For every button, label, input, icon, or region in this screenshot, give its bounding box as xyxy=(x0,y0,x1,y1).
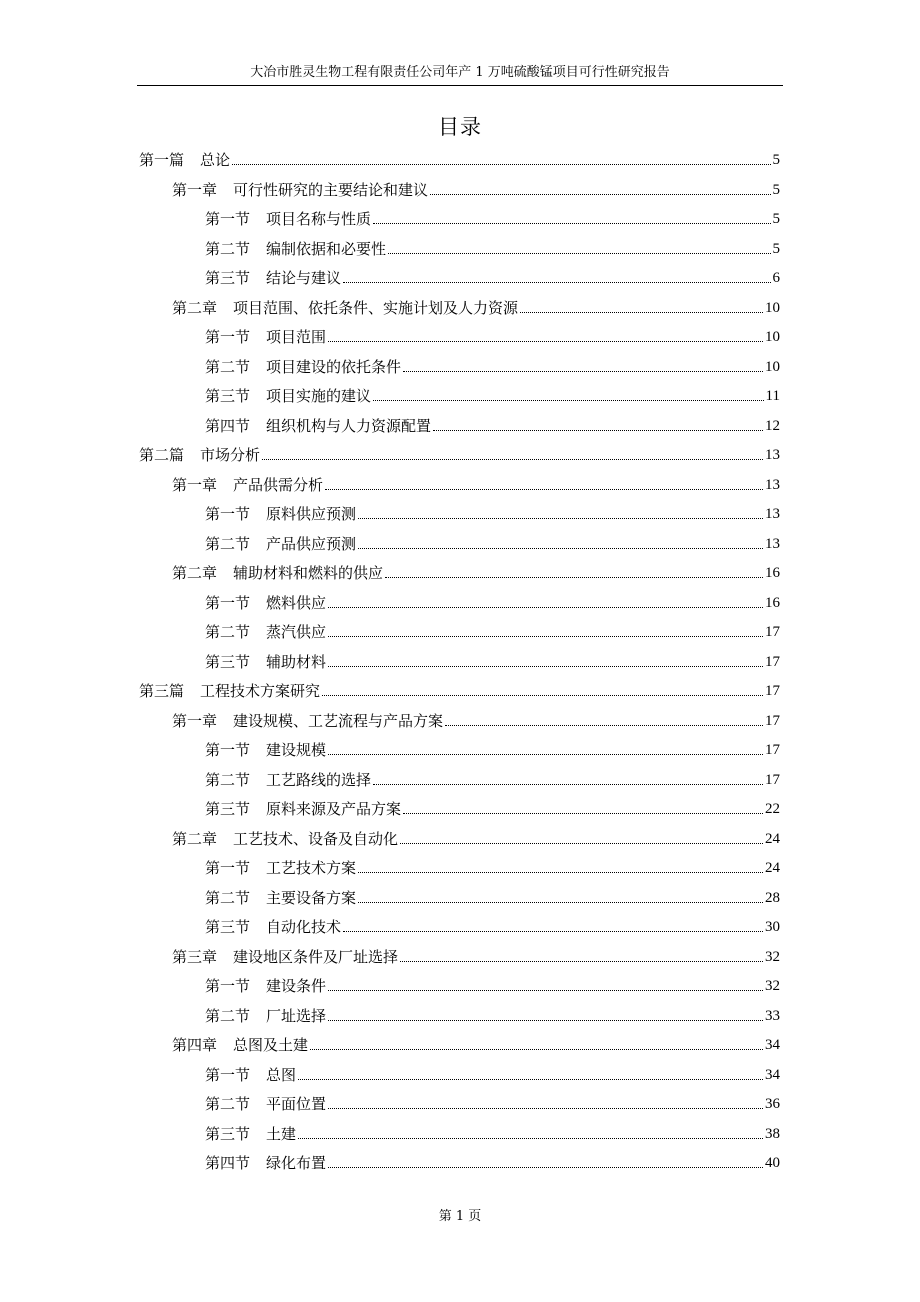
toc-dot-leader xyxy=(385,577,763,578)
toc-entry-text: 建设规模 xyxy=(266,741,327,759)
toc-dot-leader xyxy=(298,1138,763,1139)
toc-entry[interactable] xyxy=(205,997,780,1026)
toc-dot-leader xyxy=(403,371,763,372)
toc-entry[interactable] xyxy=(205,1056,780,1085)
toc-dot-leader xyxy=(310,1049,763,1050)
toc-dot-leader xyxy=(445,725,763,726)
toc-entry-page: 32 xyxy=(765,948,780,965)
toc-entry-text: 建设条件 xyxy=(266,977,327,995)
toc-entry[interactable] xyxy=(205,348,780,377)
toc-entry-number: 第一节 xyxy=(205,593,251,612)
toc-entry-label xyxy=(205,534,356,554)
toc-entry-label xyxy=(205,888,356,908)
toc-dot-leader xyxy=(328,607,763,608)
toc-entry-page: 30 xyxy=(765,919,780,935)
toc-entry-label xyxy=(139,150,230,170)
toc-entry-label xyxy=(172,475,323,495)
toc-entry-label xyxy=(205,416,431,436)
toc-entry-text: 建设规模、工艺流程与产品方案 xyxy=(233,711,444,730)
page-footer-number: 第 1 页 xyxy=(438,1209,482,1224)
toc-entry-page: 17 xyxy=(765,771,780,788)
toc-entry-label xyxy=(205,917,341,937)
toc-entry-number: 第一节 xyxy=(205,977,251,995)
toc-entry-text: 总图 xyxy=(266,1065,297,1084)
toc-entry[interactable] xyxy=(205,584,780,613)
toc-entry[interactable] xyxy=(172,702,780,731)
toc-entry-page: 11 xyxy=(765,388,780,404)
toc-entry-number: 第四节 xyxy=(205,1154,251,1172)
toc-dot-leader xyxy=(520,312,763,313)
toc-entry[interactable] xyxy=(205,731,780,760)
toc-entry-label xyxy=(205,386,371,406)
toc-entry-label xyxy=(205,799,401,819)
toc-entry[interactable] xyxy=(205,643,780,672)
toc-entry-number: 第一章 xyxy=(172,711,218,730)
toc-entry-number: 第二节 xyxy=(205,623,251,641)
toc-entry-number: 第三节 xyxy=(205,387,251,405)
toc-entry[interactable] xyxy=(205,1115,780,1144)
toc-entry-label xyxy=(205,770,371,790)
toc-entry-text: 组织机构与人力资源配置 xyxy=(266,416,432,435)
toc-entry-number: 第二节 xyxy=(205,1006,251,1025)
toc-entry-page: 16 xyxy=(765,565,780,581)
toc-dot-leader xyxy=(373,400,764,401)
toc-entry-page: 40 xyxy=(765,1155,780,1171)
toc-entry-text: 原料供应预测 xyxy=(266,505,357,523)
toc-entry-number: 第三章 xyxy=(172,947,218,966)
toc-entry-page: 10 xyxy=(765,299,780,316)
toc-entry-page: 33 xyxy=(765,1007,780,1024)
toc-entry-number: 第一节 xyxy=(205,328,251,346)
toc-entry[interactable] xyxy=(172,466,780,495)
toc-entry[interactable] xyxy=(172,938,780,967)
toc-entry[interactable] xyxy=(172,289,780,318)
toc-entry-page: 32 xyxy=(765,978,780,994)
toc-entry-number: 第二节 xyxy=(205,888,251,907)
toc-entry-number: 第一节 xyxy=(205,741,251,759)
toc-entry-text: 项目名称与性质 xyxy=(266,210,372,228)
toc-entry-page: 13 xyxy=(765,535,780,552)
toc-dot-leader xyxy=(328,341,763,342)
toc-entry-number: 第四章 xyxy=(172,1036,218,1054)
toc-entry-label xyxy=(172,180,428,200)
toc-entry-text: 蒸汽供应 xyxy=(266,623,327,641)
toc-entry-page: 13 xyxy=(765,506,780,522)
toc-entry-label xyxy=(205,858,356,878)
toc-entry-text: 工艺路线的选择 xyxy=(266,770,372,789)
toc-entry-label xyxy=(205,740,326,760)
toc-entry-text: 原料来源及产品方案 xyxy=(266,800,402,818)
toc-entry[interactable] xyxy=(139,436,780,465)
toc-entry-number: 第二章 xyxy=(172,829,218,848)
toc-entry-text: 产品供需分析 xyxy=(233,475,324,494)
toc-entry[interactable] xyxy=(172,1026,780,1055)
toc-dot-leader xyxy=(328,1167,763,1168)
toc-entry-label xyxy=(172,563,383,583)
toc-entry-number: 第一章 xyxy=(172,180,218,199)
toc-dot-leader xyxy=(262,459,763,460)
toc-entry-label xyxy=(172,947,398,967)
toc-entry-text: 项目实施的建议 xyxy=(266,387,372,405)
toc-entry-page: 28 xyxy=(765,889,780,906)
toc-entry-number: 第一节 xyxy=(205,210,251,228)
toc-entry-text: 主要设备方案 xyxy=(266,888,357,907)
toc-entry-label xyxy=(205,357,401,377)
toc-entry-number: 第二章 xyxy=(172,564,218,582)
toc-entry-number: 第一章 xyxy=(172,475,218,494)
toc-entry-text: 编制依据和必要性 xyxy=(266,239,387,258)
toc-entry-label xyxy=(172,1035,308,1055)
toc-entry-text: 工程技术方案研究 xyxy=(200,682,321,700)
toc-entry-number: 第二节 xyxy=(205,239,251,258)
toc-entry-number: 第一节 xyxy=(205,1065,251,1084)
toc-entry-page: 36 xyxy=(765,1096,780,1112)
toc-entry-label xyxy=(172,711,443,731)
toc-entry-label xyxy=(205,327,326,347)
toc-entry-label xyxy=(205,1153,326,1173)
toc-entry-label xyxy=(205,268,341,288)
header-divider xyxy=(137,85,783,86)
toc-dot-leader xyxy=(400,961,763,962)
toc-dot-leader xyxy=(358,872,763,873)
toc-entry-text: 工艺技术方案 xyxy=(266,859,357,877)
toc-entry-label xyxy=(205,593,326,613)
toc-dot-leader xyxy=(328,754,763,755)
toc-dot-leader xyxy=(343,931,763,932)
toc-dot-leader xyxy=(430,194,770,195)
toc-entry-page: 24 xyxy=(765,860,780,876)
toc-entry[interactable] xyxy=(205,495,780,524)
toc-dot-leader xyxy=(343,282,770,283)
page-header-title: 大冶市胜灵生物工程有限责任公司年产 1 万吨硫酸锰项目可行性研究报告 xyxy=(250,65,670,80)
toc-entry[interactable] xyxy=(139,141,780,170)
toc-entry[interactable] xyxy=(205,407,780,436)
toc-entry-number: 第二节 xyxy=(205,1095,251,1113)
toc-entry-page: 17 xyxy=(765,683,780,699)
toc-entry[interactable] xyxy=(205,613,780,642)
toc-entry[interactable] xyxy=(172,171,780,200)
toc-dot-leader xyxy=(328,990,763,991)
toc-dot-leader xyxy=(373,223,770,224)
toc-entry-label xyxy=(205,622,326,642)
toc-entry[interactable] xyxy=(205,1085,780,1114)
toc-entry-text: 工艺技术、设备及自动化 xyxy=(233,829,399,848)
toc-entry-text: 厂址选择 xyxy=(266,1006,327,1025)
toc-entry-number: 第三节 xyxy=(205,1124,251,1143)
toc-entry[interactable] xyxy=(205,967,780,996)
toc-entry-number: 第二篇 xyxy=(139,446,185,464)
toc-entry[interactable] xyxy=(172,820,780,849)
toc-entry-label xyxy=(205,239,386,259)
toc-dot-leader xyxy=(328,666,763,667)
toc-dot-leader xyxy=(400,843,763,844)
toc-entry[interactable] xyxy=(205,849,780,878)
toc-entry[interactable] xyxy=(205,230,780,259)
toc-entry-page: 5 xyxy=(772,240,780,257)
toc-entry-text: 总论 xyxy=(200,151,231,169)
toc-entry-text: 燃料供应 xyxy=(266,593,327,612)
toc-entry-number: 第一篇 xyxy=(139,151,185,169)
toc-entry-text: 总图及土建 xyxy=(233,1036,309,1054)
toc-entry-page: 34 xyxy=(765,1037,780,1053)
toc-entry-label xyxy=(205,209,371,229)
toc-entry[interactable] xyxy=(205,1144,780,1173)
toc-entry-label xyxy=(172,829,398,849)
toc-entry-page: 10 xyxy=(765,329,780,345)
toc-entry-page: 17 xyxy=(765,624,780,640)
toc-entry-number: 第二章 xyxy=(172,298,218,317)
toc-entry-page: 10 xyxy=(765,358,780,375)
toc-entry-text: 项目建设的依托条件 xyxy=(266,357,402,376)
toc-entry-text: 市场分析 xyxy=(200,446,261,464)
toc-entry-label xyxy=(205,1124,296,1144)
toc-entry-number: 第三节 xyxy=(205,269,251,287)
toc-dot-leader xyxy=(298,1079,763,1080)
toc-entry-page: 12 xyxy=(765,417,780,434)
toc-entry-label xyxy=(205,652,326,672)
toc-entry-page: 17 xyxy=(765,742,780,758)
toc-entry-label xyxy=(205,504,356,524)
toc-entry-page: 17 xyxy=(765,712,780,729)
toc-dot-leader xyxy=(433,430,763,431)
toc-entry-number: 第一节 xyxy=(205,505,251,523)
toc-entry-number: 第三节 xyxy=(205,918,251,936)
toc-entry-label xyxy=(205,1006,326,1026)
toc-entry-number: 第三篇 xyxy=(139,682,185,700)
toc-entry-label xyxy=(205,976,326,996)
toc-entry[interactable] xyxy=(205,200,780,229)
toc-entry[interactable] xyxy=(172,554,780,583)
toc-entry-text: 项目范围、依托条件、实施计划及人力资源 xyxy=(233,298,519,317)
toc-entry-number: 第三节 xyxy=(205,652,251,671)
toc-entry[interactable] xyxy=(205,879,780,908)
toc-dot-leader xyxy=(232,164,770,165)
toc-entry-text: 项目范围 xyxy=(266,328,327,346)
toc-entry[interactable] xyxy=(205,318,780,347)
toc-title: 目录 xyxy=(438,115,482,139)
toc-entry-page: 6 xyxy=(772,270,780,286)
toc-entry-page: 13 xyxy=(765,476,780,493)
toc-dot-leader xyxy=(328,1020,763,1021)
toc-entry-page: 13 xyxy=(765,447,780,463)
toc-dot-leader xyxy=(388,253,770,254)
toc-entry-page: 16 xyxy=(765,594,780,611)
toc-dot-leader xyxy=(325,489,763,490)
toc-dot-leader xyxy=(328,1108,763,1109)
toc-entry-page: 5 xyxy=(772,211,780,227)
toc-entry-text: 建设地区条件及厂址选择 xyxy=(233,947,399,966)
toc-entry-number: 第二节 xyxy=(205,534,251,553)
toc-dot-leader xyxy=(358,902,763,903)
toc-entry[interactable] xyxy=(205,525,780,554)
toc-entry[interactable] xyxy=(205,790,780,819)
toc-entry-text: 土建 xyxy=(266,1124,297,1143)
toc-entry-text: 自动化技术 xyxy=(266,918,342,936)
toc-entry-number: 第三节 xyxy=(205,800,251,818)
toc-dot-leader xyxy=(358,518,763,519)
toc-dot-leader xyxy=(328,636,763,637)
toc-entry-label xyxy=(205,1094,326,1114)
toc-entry-page: 17 xyxy=(765,653,780,670)
toc-entry-label xyxy=(172,298,518,318)
toc-entry-label xyxy=(139,681,320,701)
toc-dot-leader xyxy=(358,548,763,549)
toc-entry[interactable] xyxy=(205,761,780,790)
toc-dot-leader xyxy=(403,813,763,814)
toc-entry-text: 可行性研究的主要结论和建议 xyxy=(233,180,429,199)
toc-entry-number: 第一节 xyxy=(205,859,251,877)
toc-entry[interactable] xyxy=(205,377,780,406)
toc-entry-label xyxy=(205,1065,296,1085)
toc-dot-leader xyxy=(373,784,763,785)
toc-entry-number: 第二节 xyxy=(205,770,251,789)
toc-entry-text: 产品供应预测 xyxy=(266,534,357,553)
toc-entry-number: 第二节 xyxy=(205,357,251,376)
toc-entry-page: 5 xyxy=(772,152,780,168)
toc-entry-text: 结论与建议 xyxy=(266,269,342,287)
toc-entry[interactable] xyxy=(205,908,780,937)
toc-entry-text: 辅助材料和燃料的供应 xyxy=(233,564,384,582)
toc-entry-page: 5 xyxy=(772,181,780,198)
toc-dot-leader xyxy=(322,695,763,696)
toc-entry-text: 辅助材料 xyxy=(266,652,327,671)
toc-entry[interactable] xyxy=(139,672,780,701)
toc-entry-page: 34 xyxy=(765,1066,780,1083)
toc-entry-text: 绿化布置 xyxy=(266,1154,327,1172)
toc-entry-page: 22 xyxy=(765,801,780,817)
toc-entry-label xyxy=(139,445,260,465)
toc-entry[interactable] xyxy=(205,259,780,288)
toc-entry-page: 24 xyxy=(765,830,780,847)
toc-entry-number: 第四节 xyxy=(205,416,251,435)
toc-entry-page: 38 xyxy=(765,1125,780,1142)
toc-entry-text: 平面位置 xyxy=(266,1095,327,1113)
